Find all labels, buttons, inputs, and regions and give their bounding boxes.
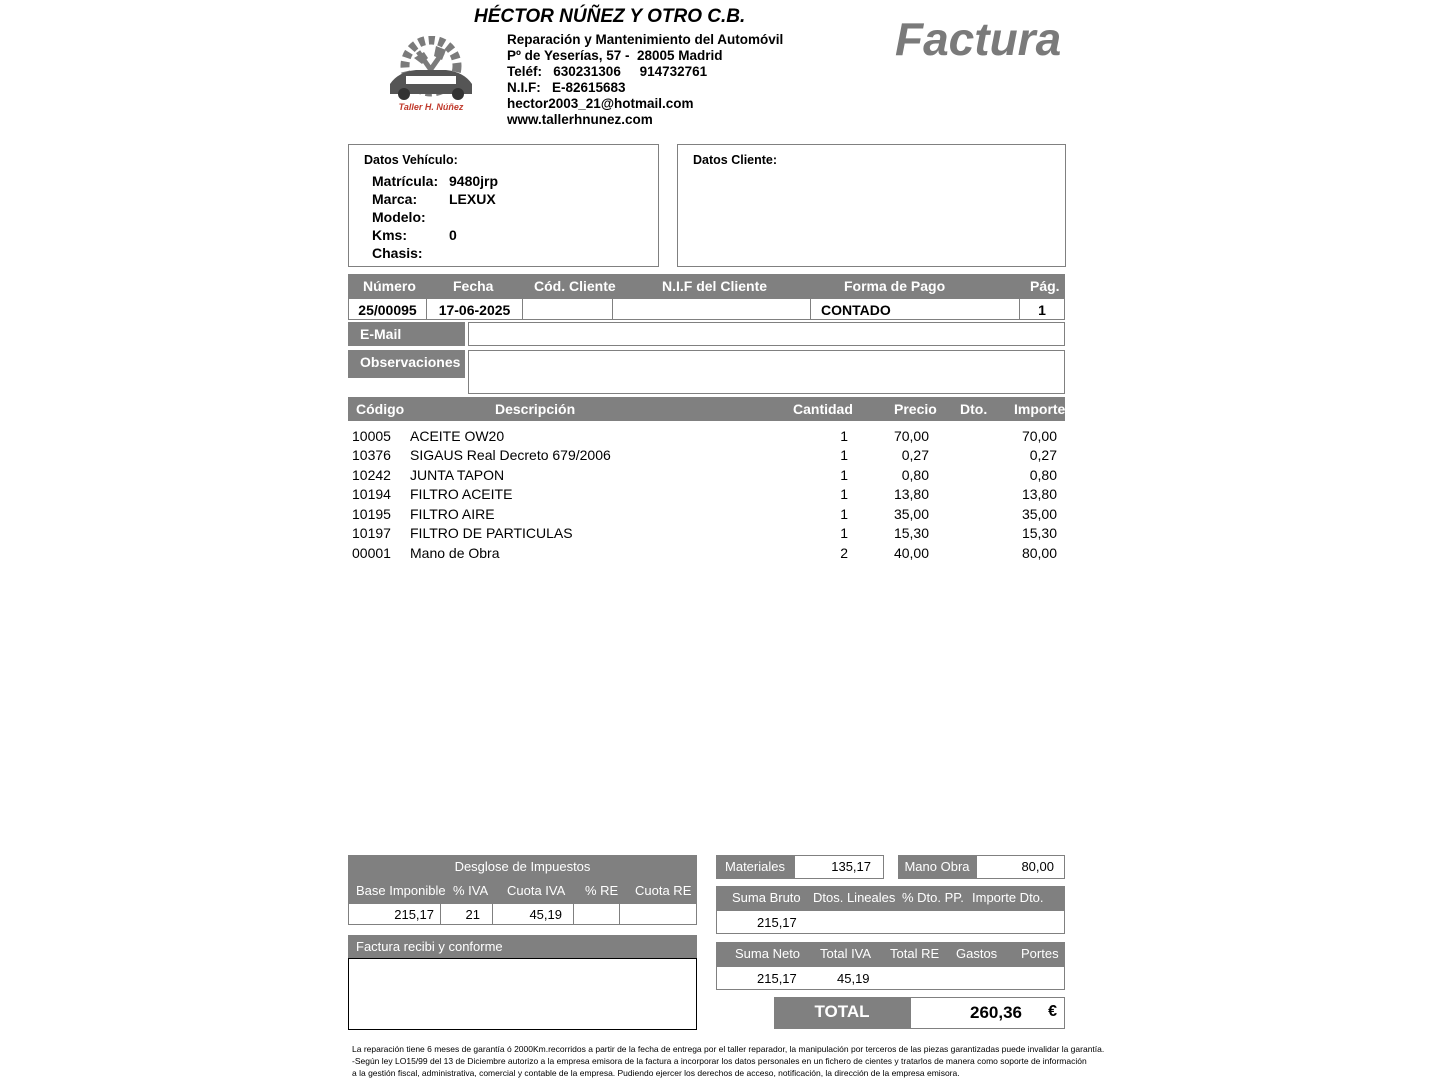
tax-col-iva: % IVA bbox=[453, 883, 489, 898]
invoice-date: 17-06-2025 bbox=[426, 298, 523, 320]
table-row bbox=[352, 428, 1064, 447]
net-header-bar bbox=[716, 942, 1065, 966]
net-values-row bbox=[716, 966, 1065, 990]
item-desc: ACEITE OW20 bbox=[410, 428, 505, 444]
item-code: 00001 bbox=[352, 545, 391, 561]
vehicle-label: Chasis: bbox=[372, 245, 423, 261]
vehicle-label: Kms: bbox=[372, 227, 408, 243]
item-desc: FILTRO ACEITE bbox=[410, 486, 513, 502]
footer-line: a la gestión fiscal, administrativa, comercial y contable de la empresa. Pudiendo ejercer los derechos de acceso, notificación, la dirección de la empresa emisora. bbox=[352, 1068, 960, 1078]
item-qty: 1 bbox=[840, 428, 848, 444]
company-line: Reparación y Mantenimiento del Automóvil bbox=[507, 32, 784, 47]
col-descripcion: Descripción bbox=[495, 401, 576, 417]
company-line: N.I.F: E-82615683 bbox=[507, 80, 626, 95]
gross-col-dtos: Dtos. Lineales bbox=[813, 890, 896, 905]
observations-field bbox=[468, 350, 1065, 394]
item-code: 10194 bbox=[352, 486, 391, 502]
materials-label: Materiales bbox=[716, 855, 794, 879]
materials-value: 135,17 bbox=[794, 855, 884, 879]
vehicle-value: 0 bbox=[449, 227, 457, 243]
car-gear-wrench-logo-icon bbox=[376, 36, 486, 106]
total-value: 260,36 bbox=[970, 1003, 1022, 1022]
vehicle-label: Modelo: bbox=[372, 209, 426, 225]
vehicle-box bbox=[348, 144, 659, 267]
document-title: Factura bbox=[895, 13, 1062, 65]
net-col-suma: Suma Neto bbox=[735, 946, 801, 961]
tax-base-value: 215,17 bbox=[348, 903, 441, 925]
company-logo bbox=[376, 36, 486, 120]
vehicle-rows bbox=[372, 172, 498, 262]
item-price: 70,00 bbox=[893, 428, 929, 444]
header-cod-cliente: Cód. Cliente bbox=[534, 278, 616, 294]
page-number: 1 bbox=[1019, 298, 1065, 320]
item-code: 10376 bbox=[352, 447, 391, 463]
item-qty: 1 bbox=[840, 467, 848, 483]
item-code: 10242 bbox=[352, 467, 391, 483]
vehicle-label: Matrícula: bbox=[372, 173, 439, 189]
header-pag: Pág. bbox=[1030, 278, 1060, 294]
vehicle-row bbox=[372, 208, 498, 226]
gross-col-dto-pp: % Dto. PP. bbox=[902, 890, 964, 905]
item-desc: FILTRO DE PARTICULAS bbox=[410, 525, 573, 541]
item-desc: JUNTA TAPON bbox=[410, 467, 505, 483]
col-dto: Dto. bbox=[960, 401, 988, 417]
table-row bbox=[352, 447, 1064, 466]
total-label: TOTAL bbox=[774, 997, 910, 1029]
vehicle-heading: Datos Vehículo: bbox=[364, 153, 458, 167]
item-code: 10197 bbox=[352, 525, 391, 541]
total-currency: € bbox=[1048, 1003, 1057, 1020]
item-desc: FILTRO AIRE bbox=[410, 506, 495, 522]
net-col-portes: Portes bbox=[1021, 946, 1059, 961]
footer-line: La reparación tiene 6 meses de garantía ó 2000Km.recorridos a partir de la fecha de entrega por el taller reparador, la manipulación por terceros de las piezas garantizadas puede invalidar la garantía. bbox=[352, 1044, 1105, 1054]
gross-suma-value: 215,17 bbox=[757, 915, 797, 930]
email-field bbox=[468, 322, 1065, 346]
company-info bbox=[507, 32, 783, 128]
company-line: www.tallerhnunez.com bbox=[507, 112, 653, 127]
net-iva-value: 45,19 bbox=[837, 971, 870, 986]
tax-re-value bbox=[573, 903, 620, 925]
item-qty: 2 bbox=[840, 545, 848, 561]
item-qty: 1 bbox=[840, 447, 848, 463]
logo-text: Taller H. Núñez bbox=[398, 102, 464, 112]
tax-title: Desglose de Impuestos bbox=[348, 855, 697, 879]
item-price: 40,00 bbox=[893, 545, 929, 561]
tax-col-base: Base Imponible bbox=[356, 883, 446, 898]
item-amount: 0,27 bbox=[1029, 447, 1057, 463]
gross-values-row bbox=[716, 910, 1065, 934]
tax-col-cuota-re: Cuota RE bbox=[635, 883, 692, 898]
client-code bbox=[522, 298, 613, 320]
tax-col-re: % RE bbox=[585, 883, 619, 898]
item-amount: 0,80 bbox=[1029, 467, 1057, 483]
col-precio: Precio bbox=[894, 401, 937, 417]
footer-legal bbox=[352, 1043, 1352, 1079]
tax-cuota-iva-value: 45,19 bbox=[492, 903, 574, 925]
table-row bbox=[352, 467, 1064, 486]
header-forma-pago: Forma de Pago bbox=[844, 278, 946, 294]
received-signature-box bbox=[348, 958, 697, 1030]
item-qty: 1 bbox=[840, 486, 848, 502]
tax-iva-value: 21 bbox=[440, 903, 493, 925]
invoice-header-bar bbox=[348, 274, 1065, 298]
item-price: 15,30 bbox=[893, 525, 929, 541]
header-nif-cliente: N.I.F del Cliente bbox=[662, 278, 768, 294]
item-price: 0,27 bbox=[901, 447, 929, 463]
gross-col-suma: Suma Bruto bbox=[732, 890, 801, 905]
vehicle-row bbox=[372, 190, 498, 208]
item-qty: 1 bbox=[840, 506, 848, 522]
gross-header-bar bbox=[716, 886, 1065, 910]
item-desc: Mano de Obra bbox=[410, 545, 500, 561]
vehicle-value: LEXUX bbox=[449, 191, 496, 207]
item-price: 13,80 bbox=[893, 486, 929, 502]
net-col-iva: Total IVA bbox=[820, 946, 872, 961]
received-label: Factura recibi y conforme bbox=[348, 935, 697, 958]
vehicle-value: 9480jrp bbox=[449, 173, 499, 189]
item-price: 35,00 bbox=[893, 506, 929, 522]
item-code: 10195 bbox=[352, 506, 391, 522]
invoice-number: 25/00095 bbox=[348, 298, 427, 320]
vehicle-row bbox=[372, 226, 498, 244]
net-suma-value: 215,17 bbox=[757, 971, 797, 986]
table-row bbox=[352, 545, 1064, 564]
item-desc: SIGAUS Real Decreto 679/2006 bbox=[410, 447, 611, 463]
tax-cuota-re-value bbox=[619, 903, 697, 925]
gross-col-importe-pp: Importe Dto. bbox=[972, 890, 1044, 905]
tax-header-bar bbox=[348, 879, 697, 903]
header-fecha: Fecha bbox=[453, 278, 494, 294]
header-numero: Número bbox=[363, 278, 416, 294]
observations-label: Observaciones bbox=[348, 350, 465, 378]
labor-value: 80,00 bbox=[976, 855, 1065, 879]
table-row bbox=[352, 506, 1064, 525]
item-amount: 15,30 bbox=[1021, 525, 1057, 541]
payment-method: CONTADO bbox=[810, 298, 1020, 320]
client-heading: Datos Cliente: bbox=[693, 153, 778, 167]
vehicle-row bbox=[372, 244, 498, 262]
vehicle-row bbox=[372, 172, 498, 190]
item-code: 10005 bbox=[352, 428, 391, 444]
tax-col-cuota-iva: Cuota IVA bbox=[507, 883, 566, 898]
item-amount: 70,00 bbox=[1021, 428, 1057, 444]
table-row bbox=[352, 525, 1064, 544]
vehicle-label: Marca: bbox=[372, 191, 418, 207]
item-amount: 80,00 bbox=[1021, 545, 1057, 561]
item-amount: 13,80 bbox=[1021, 486, 1057, 502]
client-nif bbox=[612, 298, 811, 320]
net-col-gastos: Gastos bbox=[956, 946, 998, 961]
col-cantidad: Cantidad bbox=[793, 401, 853, 417]
item-price: 0,80 bbox=[901, 467, 929, 483]
item-qty: 1 bbox=[840, 525, 848, 541]
company-line: hector2003_21@hotmail.com bbox=[507, 96, 694, 111]
items-header-bar bbox=[348, 397, 1065, 421]
company-line: Teléf: 630231306 914732761 bbox=[507, 64, 708, 79]
company-name: HÉCTOR NÚÑEZ Y OTRO C.B. bbox=[474, 6, 746, 27]
net-col-re: Total RE bbox=[890, 946, 940, 961]
email-label: E-Mail bbox=[348, 322, 465, 346]
client-box bbox=[677, 144, 1066, 267]
item-amount: 35,00 bbox=[1021, 506, 1057, 522]
col-importe: Importe bbox=[1014, 401, 1066, 417]
col-codigo: Código bbox=[356, 401, 405, 417]
company-line: Pº de Yeserías, 57 - 28005 Madrid bbox=[507, 48, 723, 63]
total-value-box bbox=[910, 997, 1065, 1029]
footer-line: -Según ley LO15/99 del 13 de Diciembre autorizo a la empresa emisora de la factura a incorporar los datos personales en un fichero de cientes y tratarlos de manera como soporte de información bbox=[352, 1056, 1087, 1066]
table-row bbox=[352, 486, 1064, 505]
labor-label: Mano Obra bbox=[898, 855, 976, 879]
